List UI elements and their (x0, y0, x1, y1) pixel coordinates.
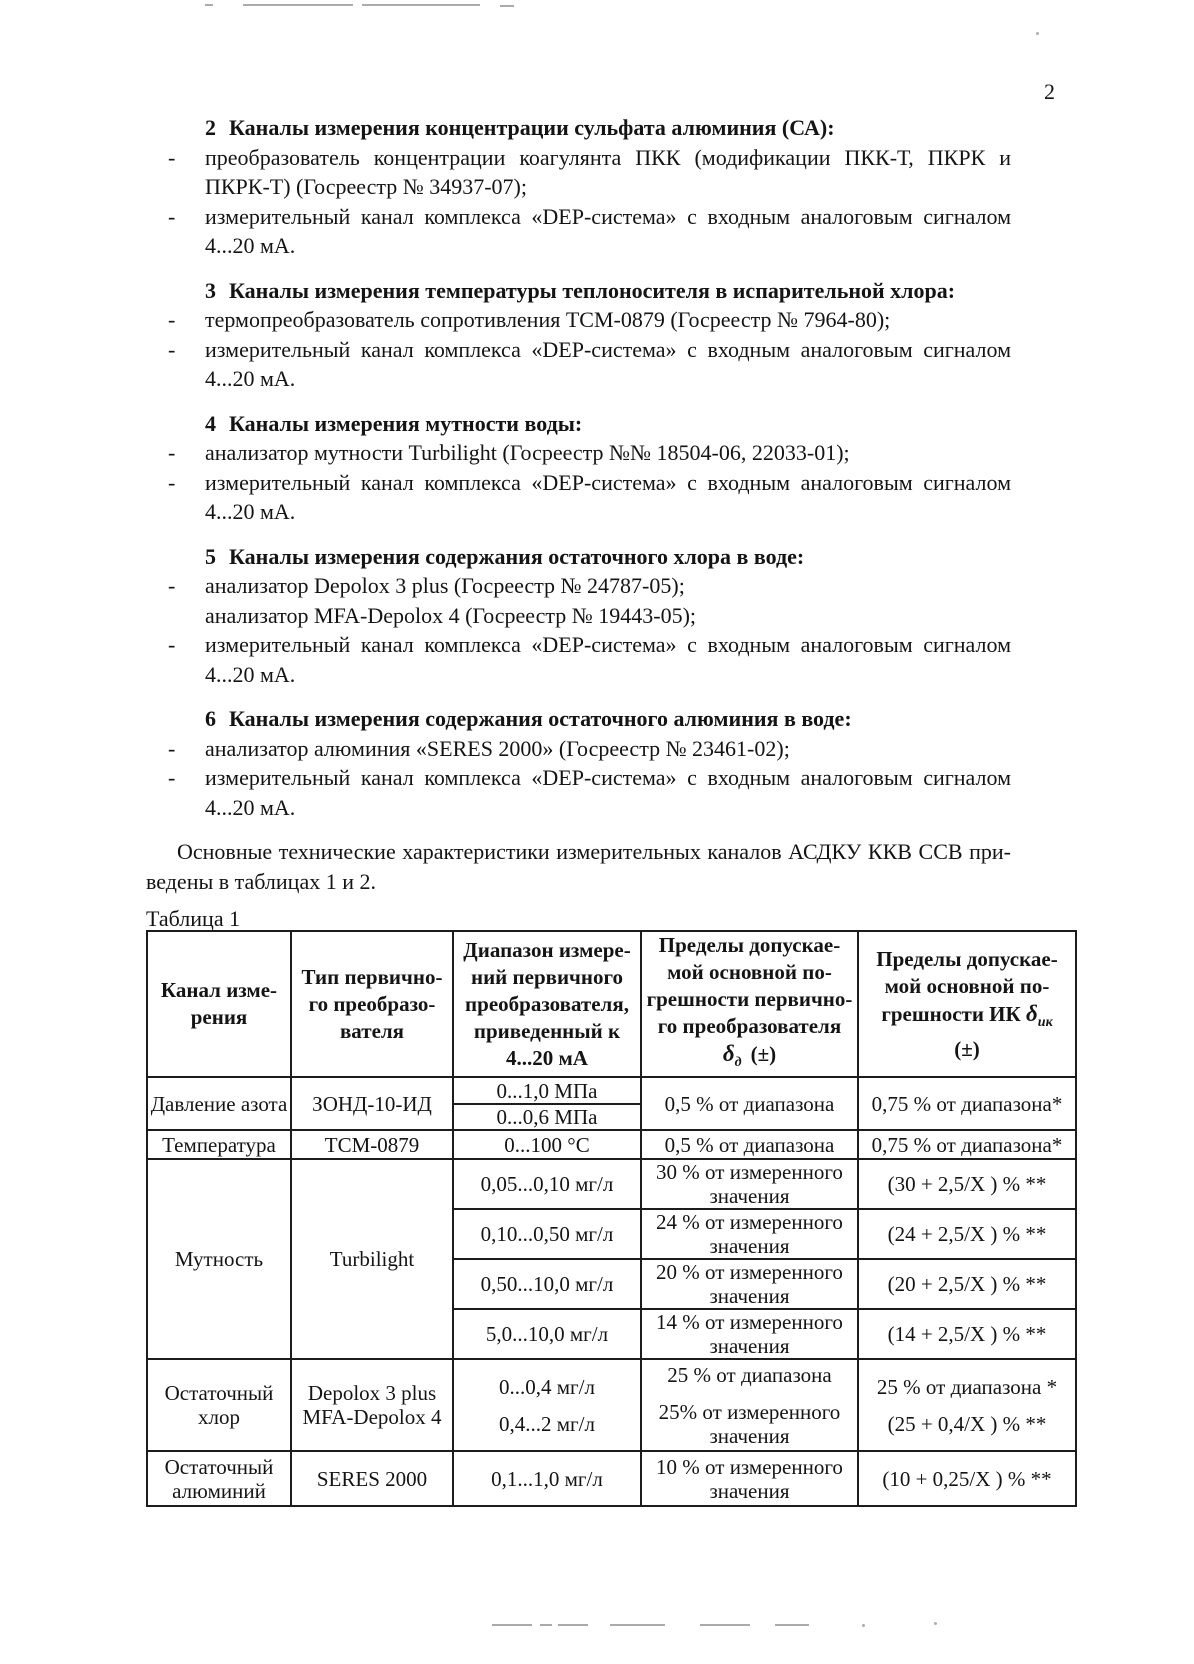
item-line: 4...20 мА. (205, 661, 296, 687)
scan-artifact (492, 1624, 532, 1626)
section-number: 4 (205, 410, 216, 436)
section-title: Каналы измерения мутности воды: (229, 410, 583, 436)
cell-error-primary: 20 % от измеренного значения (641, 1259, 858, 1309)
section-number: 6 (205, 706, 216, 731)
item-line: измерительный канал комплекса «DEP-система» с входным аналоговым сигналом (205, 336, 1011, 362)
header-sensor-type: Тип первично- го преобразо- вателя (291, 931, 453, 1077)
cell-error-ik: 0,75 % от диапазона* (858, 1077, 1076, 1130)
cell-sensor-type: Turbilight (291, 1159, 453, 1359)
header-error-ik: Пределы допускае- мой основной по- грешности ИК $\delta_{ик}$ (±) (858, 931, 1076, 1077)
list-item (146, 468, 1011, 527)
scan-artifact (1036, 32, 1039, 35)
section-4 (146, 409, 1011, 527)
item-line: измерительный канал комплекса «DEP-система» с входным аналоговым сигналом (205, 632, 1011, 657)
cell-sensor-type: Depolox 3 plus MFA-Depolox 4 (291, 1359, 453, 1451)
list-marker: - (168, 573, 176, 598)
list-item (146, 734, 1011, 764)
list-marker: - (168, 203, 176, 229)
section-number: 3 (205, 277, 216, 303)
item-line: анализатор Depolox 3 plus (Госреестр № 24787-05); (205, 573, 685, 598)
list-marker: - (168, 440, 176, 465)
list-item (146, 143, 1011, 202)
table-row-chlorine (147, 1359, 1076, 1451)
table-row-turbidity (147, 1159, 1076, 1209)
cell-channel: Температура (147, 1130, 291, 1159)
scan-artifact (362, 4, 480, 6)
cell-error-primary: 0,5 % от диапазона (641, 1130, 858, 1159)
table-row-temperature (147, 1130, 1076, 1159)
list-item (146, 335, 1011, 394)
section-title: Каналы измерения содержания остаточного хлора в воде: (229, 543, 805, 569)
section-3 (146, 276, 1011, 394)
scan-artifact (540, 1624, 552, 1626)
cell-range: 0,1...1,0 мг/л (453, 1451, 641, 1506)
list-marker: - (168, 632, 176, 657)
list-item (146, 601, 1011, 631)
list-marker: - (168, 144, 176, 170)
section-heading (146, 276, 1011, 306)
list-item (146, 630, 1011, 689)
item-line: измерительный канал комплекса «DEP-система» с входным аналоговым сигналом (205, 469, 1011, 495)
section-heading (146, 704, 1011, 734)
section-heading (146, 542, 1011, 572)
list-marker: - (168, 469, 176, 495)
item-line: 4...20 мА. (205, 233, 296, 258)
cell-range: 5,0...10,0 мг/л (453, 1309, 641, 1359)
scan-artifact (775, 1624, 809, 1626)
delta-symbol: δ (722, 1041, 735, 1066)
list-marker: - (168, 765, 176, 790)
cell-error-ik: (20 + 2,5/X ) % ** (858, 1259, 1076, 1309)
characteristics-table (146, 930, 1077, 1507)
cell-channel: Мутность (147, 1159, 291, 1359)
cell-range: 0...0,4 мг/л 0,4...2 мг/л (453, 1359, 641, 1451)
page-number: 2 (1044, 79, 1055, 104)
section-6 (146, 704, 1011, 822)
list-item (146, 438, 1011, 468)
item-line: анализатор MFA-Depolox 4 (Госреестр № 19443-05); (205, 602, 697, 628)
section-heading (146, 409, 1011, 439)
cell-error-primary: 10 % от измеренного значения (641, 1451, 858, 1506)
section-heading (146, 113, 1011, 143)
cell-error-ik: 25 % от диапазона * (25 + 0,4/X ) % ** (858, 1359, 1076, 1451)
cell-error-primary: 30 % от измеренного значения (641, 1159, 858, 1209)
list-item (146, 305, 1011, 335)
cell-range: 0,50...10,0 мг/л (453, 1259, 641, 1309)
section-title: Каналы измерения температуры теплоносителя в испарительной хлора: (229, 277, 956, 303)
item-line: преобразователь концентрации коагулянта ПКК (модификации ПКК-Т, ПКРК и (205, 144, 1011, 170)
cell-range: 0,05...0,10 мг/л (453, 1159, 641, 1209)
item-line: измерительный канал комплекса «DEP-система» с входным аналоговым сигналом (205, 765, 1011, 790)
header-channel: Канал изме- рения (147, 931, 291, 1077)
cell-sensor-type: SERES 2000 (291, 1451, 453, 1506)
scan-artifact (500, 5, 514, 7)
table-header-row (147, 931, 1076, 1077)
list-marker: - (168, 336, 176, 362)
cell-error-ik: (30 + 2,5/X ) % ** (858, 1159, 1076, 1209)
cell-range: 0,10...0,50 мг/л (453, 1209, 641, 1259)
cell-error-primary: 14 % от измеренного значения (641, 1309, 858, 1359)
section-2 (146, 113, 1011, 261)
section-5 (146, 542, 1011, 690)
cell-channel: Давление азота (147, 1077, 291, 1130)
item-line: измерительный канал комплекса «DEP-система» с входным аналоговым сигналом (205, 203, 1011, 229)
cell-sensor-type: ТСМ-0879 (291, 1130, 453, 1159)
scan-artifact (205, 4, 213, 6)
table-caption: Таблица 1 (146, 906, 241, 931)
section-number: 2 (205, 115, 216, 140)
item-line: 4...20 мА. (205, 794, 296, 820)
list-item (146, 571, 1011, 601)
scan-artifact (610, 1624, 665, 1626)
cell-channel: Остаточный алюминий (147, 1451, 291, 1506)
header-error-primary: Пределы допускае- мой основной по- грешности первично- го преобразователя $\delta_д$ (±) (641, 931, 858, 1077)
table-row-pressure (147, 1077, 1076, 1104)
section-title: Каналы измерения содержания остаточного алюминия в воде: (229, 706, 852, 731)
table-row-aluminum (147, 1451, 1076, 1506)
cell-error-ik: (14 + 2,5/X ) % ** (858, 1309, 1076, 1359)
paragraph-line: Основные технические характеристики измерительных каналов АСДКУ ККВ ССВ при- (177, 839, 1011, 864)
scan-artifact (243, 4, 353, 6)
item-line: анализатор алюминия «SERES 2000» (Госреестр № 23461-02); (205, 735, 790, 761)
item-line: ПКРК-Т) (Госреестр № 34937-07); (205, 174, 527, 199)
scan-artifact (700, 1624, 750, 1626)
cell-sensor-type: ЗОНД-10-ИД (291, 1077, 453, 1130)
cell-range: 0...0,6 МПа (453, 1104, 641, 1130)
item-line: 4...20 мА. (205, 366, 296, 391)
cell-channel: Остаточный хлор (147, 1359, 291, 1451)
list-marker: - (168, 307, 176, 332)
delta-symbol: δ (1026, 1000, 1038, 1026)
paragraph-line: ведены в таблицах 1 и 2. (146, 868, 376, 894)
list-item (146, 202, 1011, 261)
section-number: 5 (205, 543, 216, 569)
list-marker: - (168, 735, 176, 761)
cell-error-primary: 0,5 % от диапазона (641, 1077, 858, 1130)
scan-artifact (934, 1622, 937, 1625)
cell-error-primary: 25 % от диапазона 25% от измеренного значения (641, 1359, 858, 1451)
cell-error-primary: 24 % от измеренного значения (641, 1209, 858, 1259)
cell-range: 0...1,0 МПа (453, 1077, 641, 1104)
document-content (146, 113, 1063, 1507)
cell-error-ik: 0,75 % от диапазона* (858, 1130, 1076, 1159)
scan-artifact (558, 1624, 588, 1626)
header-range: Диапазон измере- ний первичного преобразователя, приведенный к 4...20 мА (453, 931, 641, 1077)
cell-error-ik: (10 + 0,25/X ) % ** (858, 1451, 1076, 1506)
section-title: Каналы измерения концентрации сульфата алюминия (СА): (229, 115, 835, 140)
item-line: анализатор мутности Turbilight (Госреестр №№ 18504-06, 22033-01); (205, 440, 850, 465)
scan-artifact (862, 1624, 865, 1627)
list-item (146, 763, 1011, 822)
intro-paragraph (146, 837, 1011, 896)
item-line: 4...20 мА. (205, 499, 296, 524)
cell-error-ik: (24 + 2,5/X ) % ** (858, 1209, 1076, 1259)
cell-range: 0...100 °С (453, 1130, 641, 1159)
item-line: термопреобразователь сопротивления ТСМ-0879 (Госреестр № 7964-80); (205, 307, 891, 332)
